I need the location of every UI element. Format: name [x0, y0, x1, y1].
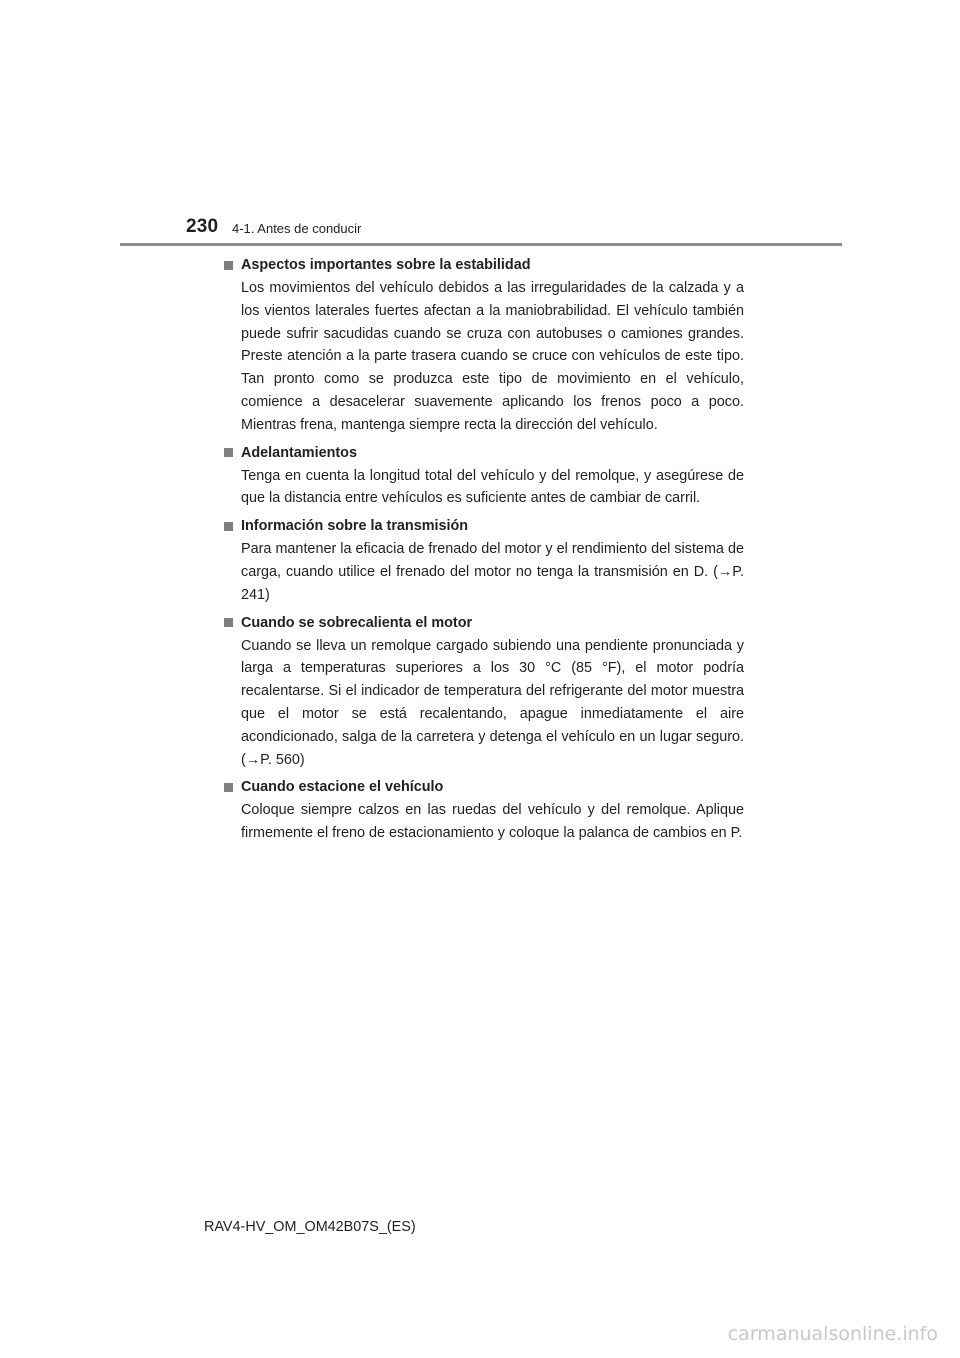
watermark-link[interactable]: carmanualsonline.info [727, 1323, 938, 1345]
section-body: Los movimientos del vehículo debidos a las irregularidades de la calzada y a los vientos laterales fuertes afectan a la maniobrabilidad. El vehículo también puede sufrir sacudidas cuando se cruza con autobuses o camiones grandes. Preste atención a la parte trasera cuando se cruce con vehículos de este tipo. Tan pronto como se produzca este tipo de movimiento en el vehículo, comience a desacelerar suavemente aplicando los frenos poco a poco. Mientras frena, mantenga siempre recta la dirección del vehículo. [241, 280, 744, 433]
page-number: 230 [186, 216, 219, 237]
section-heading [224, 442, 744, 464]
section-body: Coloque siempre calzos en las ruedas del vehículo y del remolque. Aplique firmemente el freno de estacionamiento y coloque la palanca de cambios en P. [241, 802, 744, 842]
square-bullet-icon [224, 618, 233, 627]
section-heading [224, 612, 744, 634]
section-transmission [224, 515, 744, 606]
header-divider [120, 243, 842, 246]
document-code: RAV4-HV_OM_OM42B07S_(ES) [204, 1219, 416, 1235]
section-heading-text: Cuando se sobrecalienta el motor [241, 614, 473, 631]
section-heading-text: Cuando estacione el vehículo [241, 779, 444, 796]
section-heading [224, 515, 744, 537]
section-parking [224, 776, 744, 845]
section-title: 4-1. Antes de conducir [232, 221, 362, 236]
section-heading-text: Información sobre la transmisión [241, 518, 469, 535]
section-overheating [224, 612, 744, 772]
square-bullet-icon [224, 261, 233, 270]
section-body: Tenga en cuenta la longitud total del vehículo y del remolque, y asegúrese de que la distancia entre vehículos es suficiente antes de cambiar de carril. [241, 467, 744, 507]
section-heading-text: Adelantamientos [241, 444, 357, 461]
square-bullet-icon [224, 448, 233, 457]
section-stability [224, 254, 744, 437]
section-heading [224, 254, 744, 276]
square-bullet-icon [224, 783, 233, 792]
section-overtaking [224, 442, 744, 511]
section-heading-text: Aspectos importantes sobre la estabilidad [241, 257, 531, 273]
page-content [224, 254, 744, 850]
section-heading [224, 776, 744, 798]
section-body: Cuando se lleva un remolque cargado subiendo una pendiente pronunciada y larga a temperaturas superiores a los 30 °C (85 °F), el motor podría recalentarse. Si el indicador de temperatura del refrigerante del motor muestra que el motor se está recalentando, apague inmediatamente el aire acondicionado, salga de la carretera y detenga el vehículo en un lugar seguro. (→P. 560) [241, 637, 744, 768]
section-body: Para mantener la eficacia de frenado del motor y el rendimiento del sistema de carga, cuando utilice el frenado del motor no tenga la transmisión en D. (→P. 241) [241, 541, 744, 603]
square-bullet-icon [224, 522, 233, 531]
